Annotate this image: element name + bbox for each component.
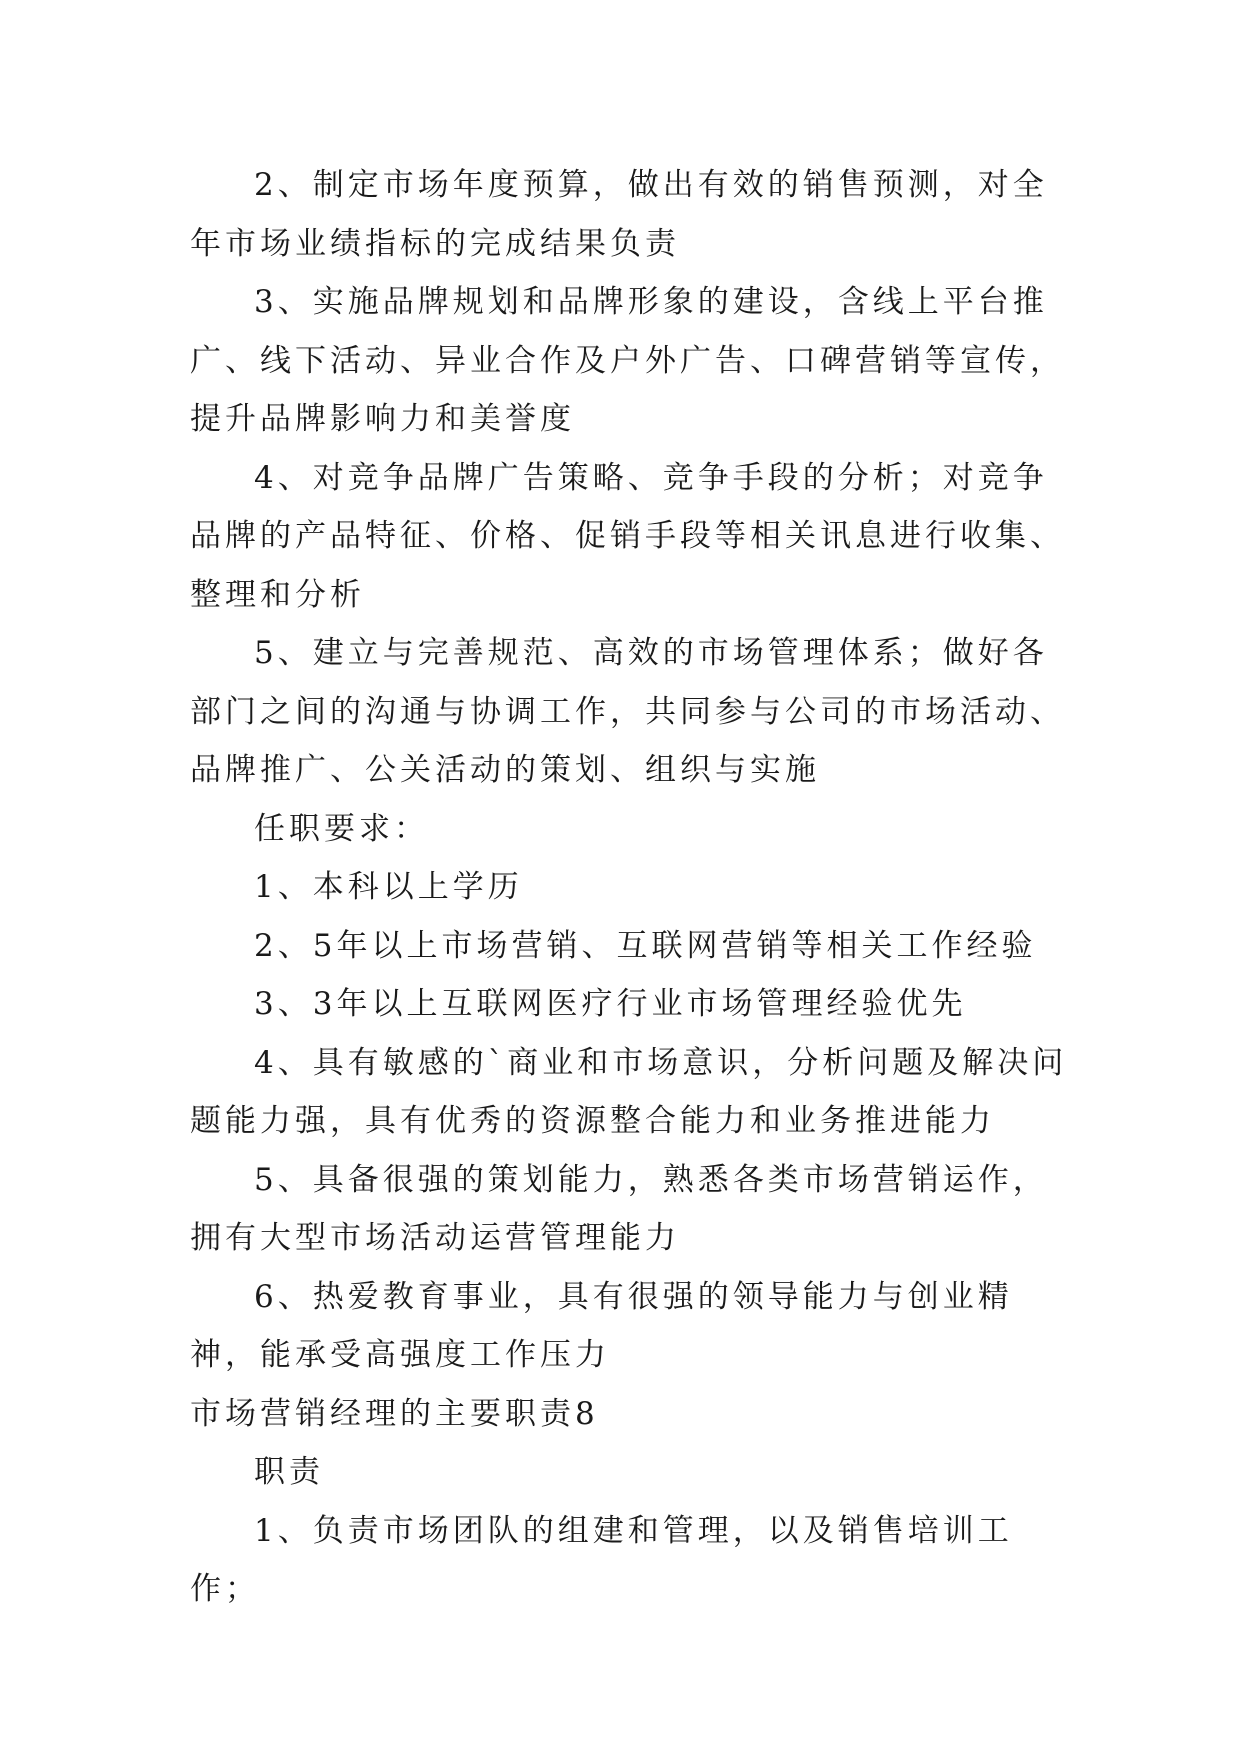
para-duty-2: 2、制定市场年度预算，做出有效的销售预测，对全年市场业绩指标的完成结果负责 — [190, 167, 1048, 262]
para-duty-5: 5、建立与完善规范、高效的市场管理体系；做好各部门之间的沟通与协调工作，共同参与公司的市场活动、品牌推广、公关活动的策划、组织与实施 — [190, 635, 1065, 788]
para-duty-4: 4、对竞争品牌广告策略、竞争手段的分析；对竞争品牌的产品特征、价格、促销手段等相关讯息进行收集、整理和分析 — [190, 459, 1065, 613]
para-req-4: 4、具有敏感的`商业和市场意识，分析问题及解决问题能力强，具有优秀的资源整合能力和业务推进能力 — [190, 1044, 1068, 1139]
para-req-3: 3、3年以上互联网医疗行业市场管理经验优先 — [254, 986, 967, 1022]
para-new-duty-1: 1、负责市场团队的组建和管理，以及销售培训工作； — [190, 1512, 1013, 1607]
para-duties-label: 职责 — [254, 1454, 324, 1490]
para-duty-3: 3、实施品牌规划和品牌形象的建设，含线上平台推广、线下活动、异业合作及户外广告、口碑营销等宣传，提升品牌影响力和美誉度 — [190, 284, 1065, 437]
para-req-2: 2、5年以上市场营销、互联网营销等相关工作经验 — [254, 927, 1037, 964]
document-body — [190, 156, 1070, 1619]
para-req-5: 5、具备很强的策划能力，熟悉各类市场营销运作，拥有大型市场活动运营管理能力 — [190, 1161, 1048, 1256]
para-req-1: 1、本科以上学历 — [254, 869, 523, 905]
para-requirements-label: 任职要求： — [254, 810, 429, 847]
section-heading-8: 市场营销经理的主要职责8 — [190, 1395, 599, 1432]
para-req-6: 6、热爱教育事业，具有很强的领导能力与创业精神，能承受高强度工作压力 — [190, 1278, 1013, 1373]
